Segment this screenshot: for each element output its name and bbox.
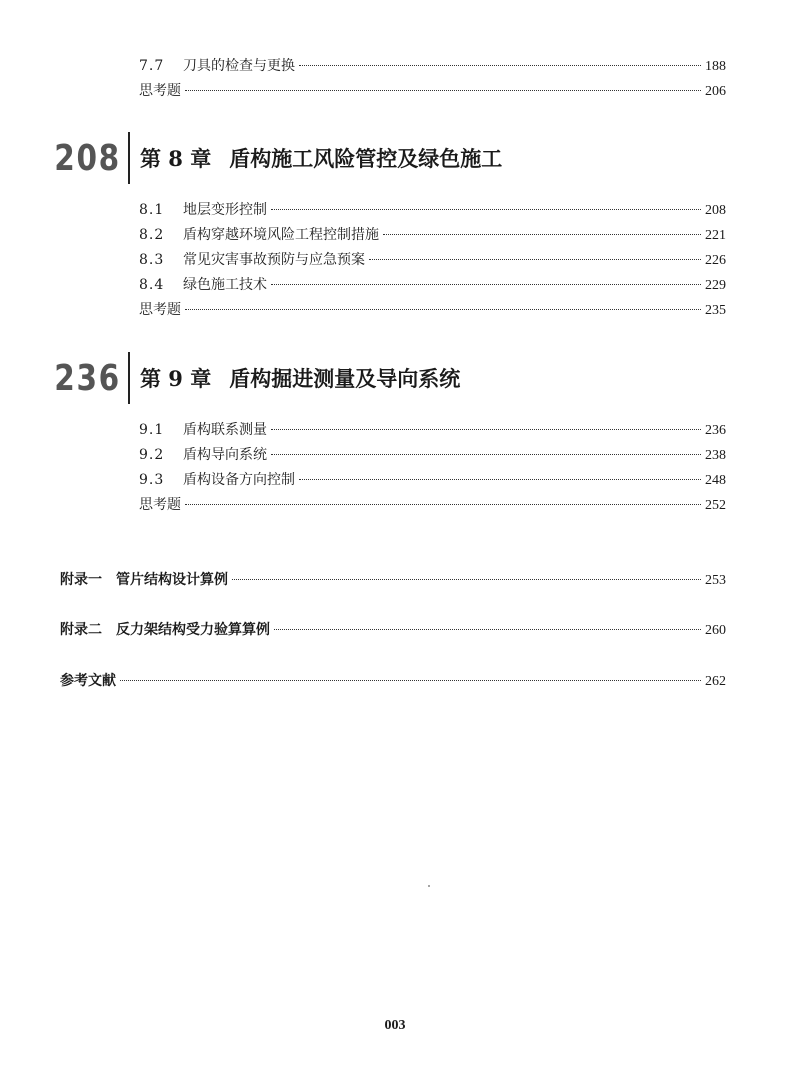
dot-leader: [369, 258, 701, 260]
dot-leader: [120, 679, 701, 681]
divider: [128, 352, 130, 404]
chapter-heading-9[interactable]: [48, 352, 460, 404]
toc-entry-9-1[interactable]: [139, 420, 726, 440]
section-number: 9.3: [139, 472, 165, 488]
dot-leader: [185, 503, 701, 505]
appendix-label: 附录二: [60, 622, 102, 638]
page-number: 235: [705, 303, 726, 318]
dot-leader: [383, 233, 701, 235]
dot-leader: [274, 628, 701, 630]
toc-references[interactable]: [60, 671, 726, 691]
dot-leader: [299, 478, 701, 480]
dot-leader: [271, 283, 701, 285]
toc-entry-8-4[interactable]: [139, 275, 726, 295]
appendix-title: 管片结构设计算例: [116, 572, 228, 588]
section-title: 常见灾害事故预防与应急预案: [183, 252, 365, 268]
section-number: 8.3: [139, 252, 165, 268]
chapter-start-page: 236: [54, 357, 121, 399]
section-number: 8.1: [139, 202, 165, 218]
dot-leader: [271, 453, 701, 455]
section-title: 思考题: [139, 83, 181, 99]
chapter-name: 盾构掘进测量及导向系统: [229, 366, 461, 391]
scan-speck: [428, 885, 430, 887]
page-number: 221: [705, 228, 726, 243]
chapter-name: 盾构施工风险管控及绿色施工: [229, 146, 503, 171]
toc-entry-9-2[interactable]: [139, 445, 726, 465]
page-number: 229: [705, 278, 726, 293]
chapter-label: 第 9 章: [140, 366, 212, 391]
chapter-heading-8[interactable]: [48, 132, 502, 184]
page-number: 226: [705, 253, 726, 268]
dot-leader: [185, 308, 701, 310]
page-number: 236: [705, 423, 726, 438]
references-title: 参考文献: [60, 673, 116, 689]
appendix-title: 反力架结构受力验算算例: [116, 622, 270, 638]
section-number: 8.2: [139, 227, 165, 243]
chapter-title: [140, 143, 502, 173]
section-title: 地层变形控制: [183, 202, 267, 218]
toc-entry-8-2[interactable]: [139, 225, 726, 245]
chapter-title: [140, 363, 460, 393]
section-title: 盾构穿越环境风险工程控制措施: [183, 227, 379, 243]
toc-entry-ch8-exercises[interactable]: [139, 300, 726, 320]
page-number: 206: [705, 84, 726, 99]
section-title: 盾构联系测量: [183, 422, 267, 438]
toc-entry-9-3[interactable]: [139, 470, 726, 490]
toc-entry-7-7[interactable]: [139, 56, 726, 76]
page-number: 252: [705, 498, 726, 513]
toc-entry-8-1[interactable]: [139, 200, 726, 220]
dot-leader: [271, 208, 701, 210]
page-number: 208: [705, 203, 726, 218]
toc-appendix-2[interactable]: [60, 620, 726, 640]
page-number: 262: [705, 674, 726, 689]
toc-entry-ch9-exercises[interactable]: [139, 495, 726, 515]
appendix-label: 附录一: [60, 572, 102, 588]
section-number: 8.4: [139, 277, 165, 293]
page-number: 238: [705, 448, 726, 463]
chapter-start-page: 208: [54, 137, 121, 179]
footer-page-number: 003: [384, 1018, 406, 1033]
section-title: 绿色施工技术: [183, 277, 267, 293]
section-number: 9.1: [139, 422, 165, 438]
section-title: 思考题: [139, 497, 181, 513]
dot-leader: [299, 64, 701, 66]
page-number: 260: [705, 623, 726, 638]
toc-entry-8-3[interactable]: [139, 250, 726, 270]
dot-leader: [185, 89, 701, 91]
section-number: 7.7: [139, 58, 165, 74]
section-title: 盾构设备方向控制: [183, 472, 295, 488]
section-title: 盾构导向系统: [183, 447, 267, 463]
page-number: 188: [705, 59, 726, 74]
toc-appendix-1[interactable]: [60, 570, 726, 590]
chapter-label: 第 8 章: [140, 146, 212, 171]
section-title: 思考题: [139, 302, 181, 318]
divider: [128, 132, 130, 184]
dot-leader: [232, 578, 701, 580]
dot-leader: [271, 428, 701, 430]
section-title: 刀具的检查与更换: [183, 58, 295, 74]
toc-entry-ch7-exercises[interactable]: [139, 81, 726, 101]
page-number: 253: [705, 573, 726, 588]
section-number: 9.2: [139, 447, 165, 463]
page-number: 248: [705, 473, 726, 488]
